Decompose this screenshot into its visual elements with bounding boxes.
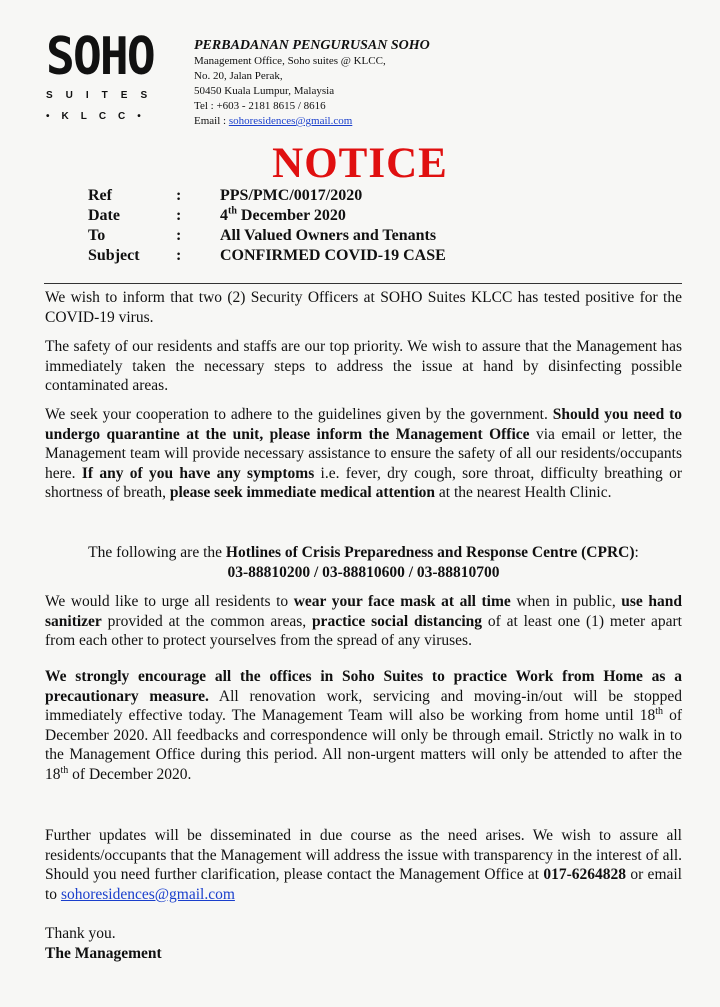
contact-email-link[interactable]: sohoresidences@gmail.com [60, 885, 235, 903]
notice-title: NOTICE [272, 140, 448, 187]
logo-klcc: •KLCC• [46, 111, 153, 122]
contact-phone: 017-6264828 [543, 866, 627, 883]
subject-label: Subject [88, 247, 140, 264]
colon: : [176, 247, 182, 264]
email-label: Email : [194, 115, 229, 127]
letterhead [194, 38, 430, 129]
colon: : [176, 227, 182, 244]
to-row [88, 226, 446, 246]
to-label: To [88, 227, 106, 244]
ref-label: Ref [88, 187, 112, 204]
org-name: PERBADANAN PENGURUSAN SOHO [194, 38, 430, 53]
ref-value: PPS/PMC/0017/2020 [220, 187, 363, 204]
ref-row [88, 186, 446, 206]
hotline-numbers: 03-88810200 / 03-88810600 / 03-88810700 [227, 563, 500, 581]
paragraph-7: Further updates will be disseminated in due course as the need arises. We wish to assure all residents/occupants that the Management will address the issue with transparency in the interest of all. Should you need further clarification, please contact the Management Office at 017-6264828 or email to sohoresidences@gmail.com [45, 827, 682, 903]
colon: : [176, 187, 182, 204]
date-value: 4th December 2020 [220, 205, 346, 224]
signature: The Management [45, 944, 162, 962]
address-line-1: Management Office, Soho suites @ KLCC, [194, 55, 386, 67]
paragraph-1: We wish to inform that two (2) Security Officers at SOHO Suites KLCC has tested positive for the COVID-19 virus. [45, 289, 682, 326]
address-line-3: 50450 Kuala Lumpur, Malaysia [194, 85, 335, 97]
telephone: Tel : +603 - 2181 8615 / 8616 [194, 100, 326, 112]
date-row [88, 206, 446, 226]
thank-you: Thank you. [45, 925, 116, 942]
date-label: Date [88, 207, 120, 224]
logo-wordmark: SOHO [46, 27, 154, 87]
paragraph-6: We strongly encourage all the offices in Soho Suites to practice Work from Home as a precautionary measure. All renovation work, servicing and moving-in/out will be stopped immediately effective today. The Management Team will also be working from home until 18th of December 2020. All feedbacks and correspondence will only be through email. Strictly no walk in to the Management Office during this period. All non-urgent matters will only be attended to after the 18th of December 2020. [45, 668, 682, 783]
logo-suites: SUITES [46, 90, 161, 101]
letterhead-email-link[interactable]: sohoresidences@gmail.com [228, 115, 353, 127]
email-line [194, 114, 430, 129]
paragraph-hotlines: The following are the Hotlines of Crisis Preparedness and Response Centre (CPRC): 03-88810200 / 03-88810600 / 03-88810700 [88, 544, 639, 581]
divider [44, 283, 682, 284]
subject-row [88, 246, 446, 266]
reference-block [88, 186, 446, 266]
colon: : [176, 207, 182, 224]
paragraph-2: The safety of our residents and staffs are our top priority. We wish to assure that the Management has immediately taken the necessary steps to address the issue at hand by disinfecting possible contaminated areas. [45, 338, 682, 394]
address-line-2: No. 20, Jalan Perak, [194, 70, 283, 82]
soho-suites-logo [46, 27, 176, 122]
paragraph-3: We seek your cooperation to adhere to the guidelines given by the government. Should you need to undergo quarantine at the unit, please inform the Management Office via email or letter, the Management team will provide necessary assistance to ensure the safety of all our residents/occupants here. If any of you have any symptoms i.e. fever, dry cough, sore throat, difficulty breathing or shortness of breath, please seek immediate medical attention at the nearest Health Clinic. [45, 406, 682, 501]
closing [45, 924, 682, 963]
paragraph-5: We would like to urge all residents to wear your face mask at all time when in public, use hand sanitizer provided at the common areas, practice social distancing of at least one (1) meter apart from each other to protect yourselves from the spread of any viruses. [45, 593, 682, 649]
subject-value: CONFIRMED COVID-19 CASE [220, 247, 446, 264]
to-value: All Valued Owners and Tenants [220, 227, 437, 244]
